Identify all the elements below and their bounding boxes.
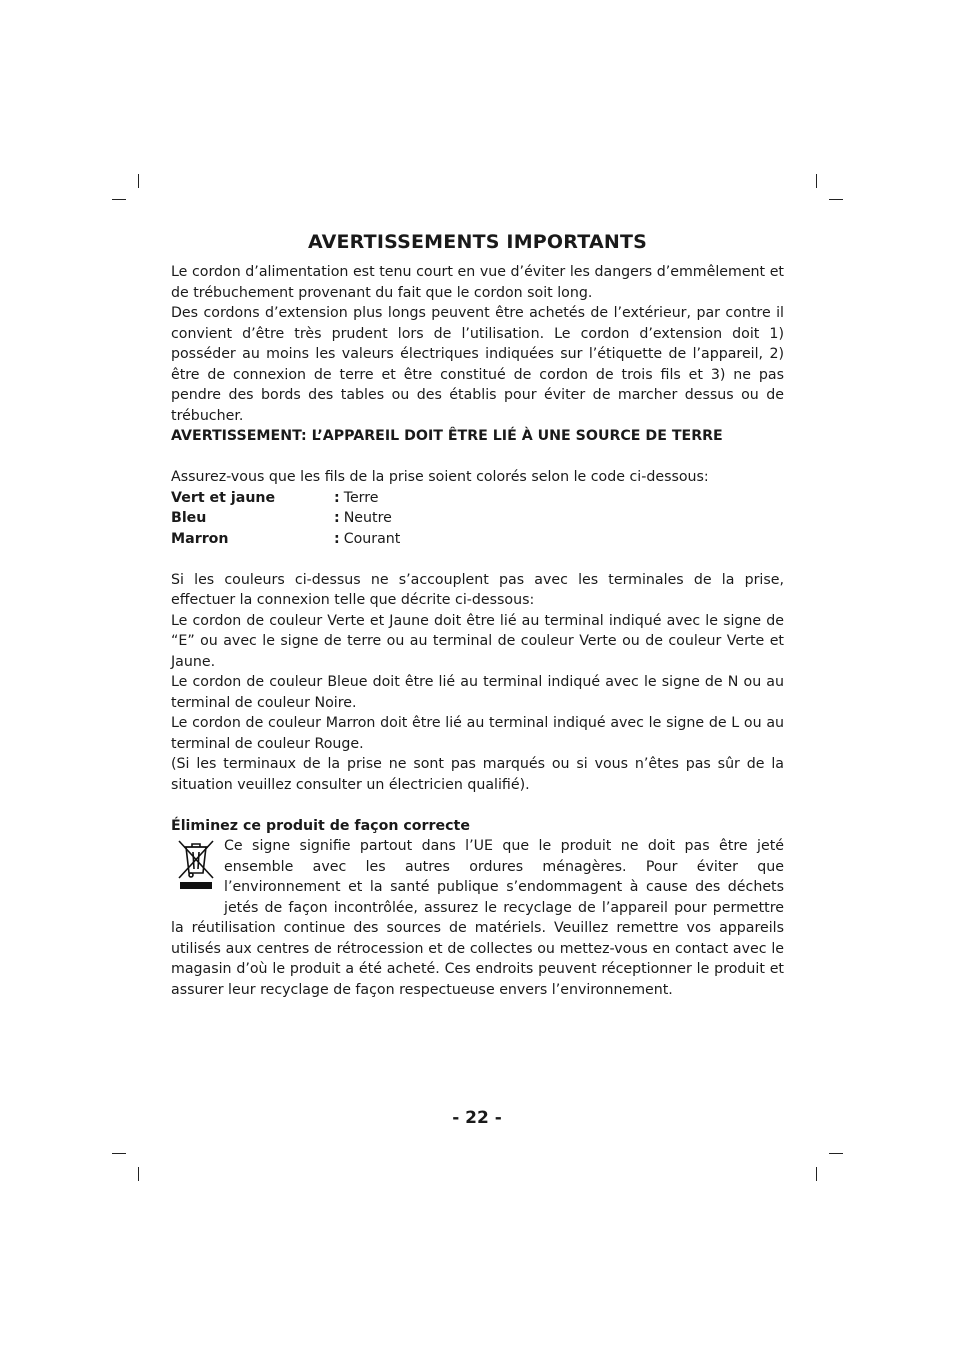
spacer: [171, 549, 784, 570]
page-content: [171, 228, 784, 1000]
page-title: AVERTISSEMENTS IMPORTANTS: [307, 231, 647, 253]
paragraph-extension-cords: Des cordons d’extension plus longs peuvent être achetés de l’extérieur, par contre il convient d’être très prudent lors de l’utilisation. Le cordon d’extension doit 1) posséder au moins les valeurs électriques indiquées sur l’étiquette de l’appareil, 2) être de connexion de terre et être constitué de cordon de trois fils et 3) ne pas pendre des bords des tables ou des établis pour éviter de marcher dessus ou de trébucher.: [171, 305, 784, 424]
crop-mark: [138, 1167, 139, 1181]
disposal-title: Éliminez ce produit de façon correcte: [171, 817, 470, 834]
crop-mark: [829, 199, 843, 200]
separator: :: [334, 489, 340, 506]
paragraph-cord-short: Le cordon d’alimentation est tenu court en vue d’éviter les dangers d’emmêlement et de trébuchement provenant du fait que le cordon soit long.: [171, 264, 784, 301]
color-code-row: [171, 529, 784, 550]
page-number: - 22 -: [452, 1108, 502, 1128]
disposal-section: [171, 836, 784, 1000]
disposal-text: Ce signe signifie partout dans l’UE que le produit ne doit pas être jeté ensemble avec les autres ordures ménagères. Pour éviter que l’environnement et la santé publique s’endommagent à cause des déchets jetés de façon incontrôlée, assurez le recyclage de l’appareil pour permettre la réutilisation continue des sources de matériels. Veuillez remettre vos appareils utilisés aux centres de rétrocession et de collectes ou mettez-vous en contact avec le magasin d’où le produit a été acheté. Ces endroits peuvent réceptionner le produit et assurer leur recyclage de façon respectueuse envers l’environnement.: [171, 838, 784, 998]
earth-warning: AVERTISSEMENT: L’APPAREIL DOIT ÊTRE LIÉ À UNE SOURCE DE TERRE: [171, 428, 723, 444]
paragraph-electrician: (Si les terminaux de la prise ne sont pas marqués ou si vous n’êtes pas sûr de la situation veuillez consulter un électricien qualifié).: [171, 756, 784, 793]
paragraph-color-code-intro: Assurez-vous que les fils de la prise soient colorés selon le code ci-dessous:: [171, 469, 709, 485]
wire-meaning: Terre: [343, 489, 379, 506]
paragraph-green-yellow: Le cordon de couleur Verte et Jaune doit être lié au terminal indiqué avec le signe de “E” ou avec le signe de terre ou au terminal de couleur Verte ou de couleur Verte et Jaune.: [171, 612, 784, 670]
paragraph-blue: Le cordon de couleur Bleue doit être lié au terminal indiqué avec le signe de N ou au terminal de couleur Noire.: [171, 674, 784, 711]
color-code-row: [171, 488, 784, 509]
crossed-out-wheelie-bin-icon: [173, 838, 219, 898]
wire-color: Vert et jaune: [171, 489, 276, 506]
color-code-row: [171, 508, 784, 529]
crop-mark: [138, 174, 139, 188]
wire-color: Bleu: [171, 510, 207, 526]
paragraph-brown: Le cordon de couleur Marron doit être lié au terminal indiqué avec le signe de L ou au terminal de couleur Rouge.: [171, 715, 784, 752]
wire-meaning: Courant: [343, 530, 401, 547]
crop-mark: [816, 1167, 817, 1181]
spacer: [171, 447, 784, 468]
crop-mark: [112, 1153, 126, 1154]
separator: :: [334, 530, 340, 547]
wire-color: Marron: [171, 530, 229, 547]
separator: :: [334, 510, 340, 526]
wire-meaning: Neutre: [343, 510, 392, 526]
crop-mark: [816, 174, 817, 188]
crop-mark: [112, 199, 126, 200]
paragraph-mismatch: Si les couleurs ci-dessus ne s’accouplent pas avec les terminales de la prise, effectuer la connexion telle que décrite ci-dessous:: [171, 571, 784, 608]
crop-mark: [829, 1153, 843, 1154]
